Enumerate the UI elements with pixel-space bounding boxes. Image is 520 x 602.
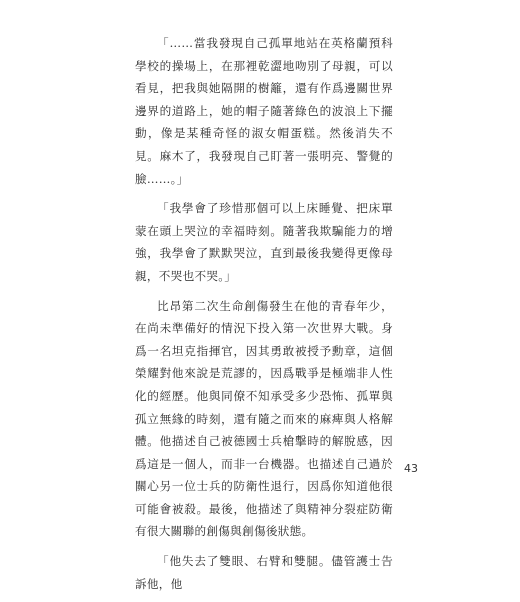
- page-number: 43: [404, 462, 418, 475]
- paragraph-1: 「……當我發現自己孤單地站在英格蘭預科學校的操場上，在那裡乾澀地吻別了母親，可以看見，把我與她隔開的樹籬，還有作爲邊關世界邊界的道路上，她的帽子隨著綠色的波浪上下擺動，像是某種奇怪的淑女帽蛋糕。然後消失不見。麻木了，我發現自己盯著一張明亮、警覺的臉……。」: [135, 36, 393, 186]
- paragraph-2: 「我學會了珍惜那個可以上床睡覺、把床單蒙在頭上哭泣的幸福時刻。隨著我欺騙能力的增強，我學會了默默哭泣，直到最後我變得更像母親，不哭也不哭。」: [135, 201, 393, 283]
- paragraph-4: 「他失去了雙眼、右臂和雙腿。儘管護士告訴他，他: [135, 554, 393, 591]
- body-text: [135, 32, 393, 602]
- paragraph-3: 比昂第二次生命創傷發生在他的青春年少，在尚未準備好的情況下投入第一次世界大戰。身爲一名坦克指揮官，因其勇敢被授予勳章，這個榮耀對他來說是荒謬的，因爲戰爭是極端非人性化的經歷。他與同僚不知承受多少恐怖、孤單與孤立無緣的時刻，還有隨之而來的麻痺與人格解體。他描述自己被德國士兵槍擊時的解脫感，因爲這是一個人，而非一台機器。也描述自己過於關心另一位士兵的防衛性退行，因爲你知道他很可能會被殺。最後，他描述了與精神分裂症防衛有很大關聯的創傷與創傷後狀態。: [135, 298, 393, 539]
